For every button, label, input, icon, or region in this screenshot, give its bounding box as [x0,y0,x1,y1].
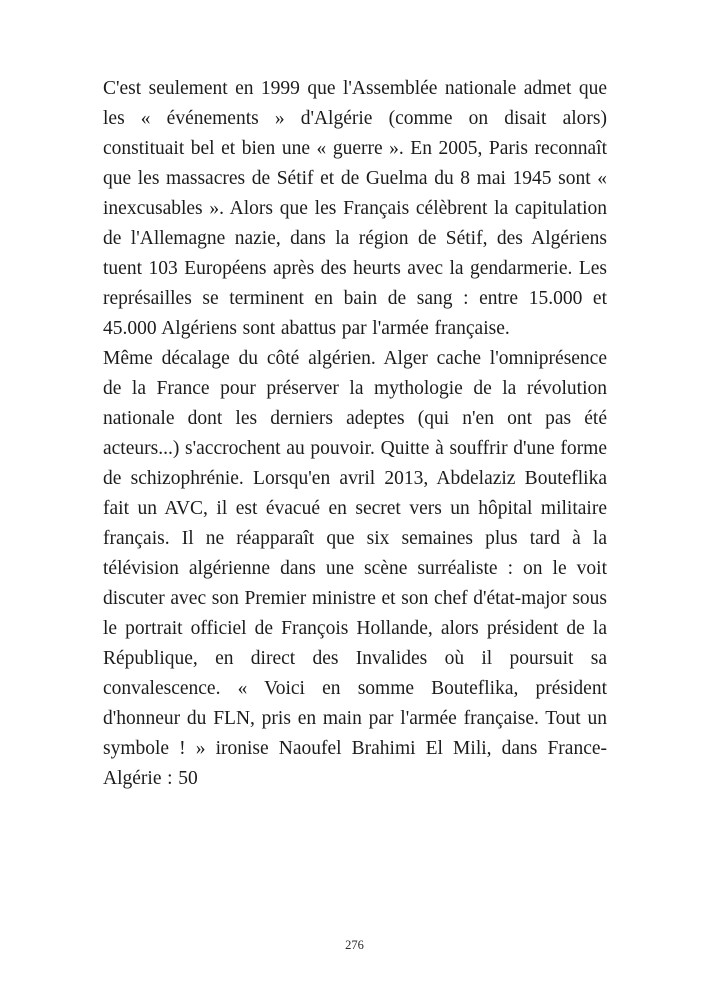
text-block [103,74,607,794]
page-number: 276 [345,938,364,952]
paragraph-1: C'est seulement en 1999 que l'Assemblée nationale admet que les « événements » d'Algérie (comme on disait alors) constituait bel et bien une « guerre ». En 2005, Paris reconnaît que les massacres de Sétif et de Guelma du 8 mai 1945 sont « inexcusables ». Alors que les Français célèbrent la capitulation de l'Allemagne nazie, dans la région de Sétif, des Algériens tuent 103 Européens après des heurts avec la gendarmerie. Les représailles se terminent en bain de sang : entre 15.000 et 45.000 Algériens sont abattus par l'armée française. [103,78,607,339]
paragraph-2: Même décalage du côté algérien. Alger cache l'omniprésence de la France pour préserver la mythologie de la révolution nationale dont les derniers adeptes (qui n'en ont pas été acteurs...) s'accrochent au pouvoir. Quitte à souffrir d'une forme de schizophrénie. Lorsqu'en avril 2013, Abdelaziz Bouteflika fait un AVC, il est évacué en secret vers un hôpital militaire français. Il ne réapparaît que six semaines plus tard à la télévision algérienne dans une scène surréaliste : on le voit discuter avec son Premier ministre et son chef d'état-major sous le portrait officiel de François Hollande, alors président de la République, en direct des Invalides où il poursuit sa convalescence. « Voici en somme Bouteflika, président d'honneur du FLN, pris en main par l'armée française. Tout un symbole ! » ironise Naoufel Brahimi El Mili, dans France-Algérie : 50 [103,348,607,789]
